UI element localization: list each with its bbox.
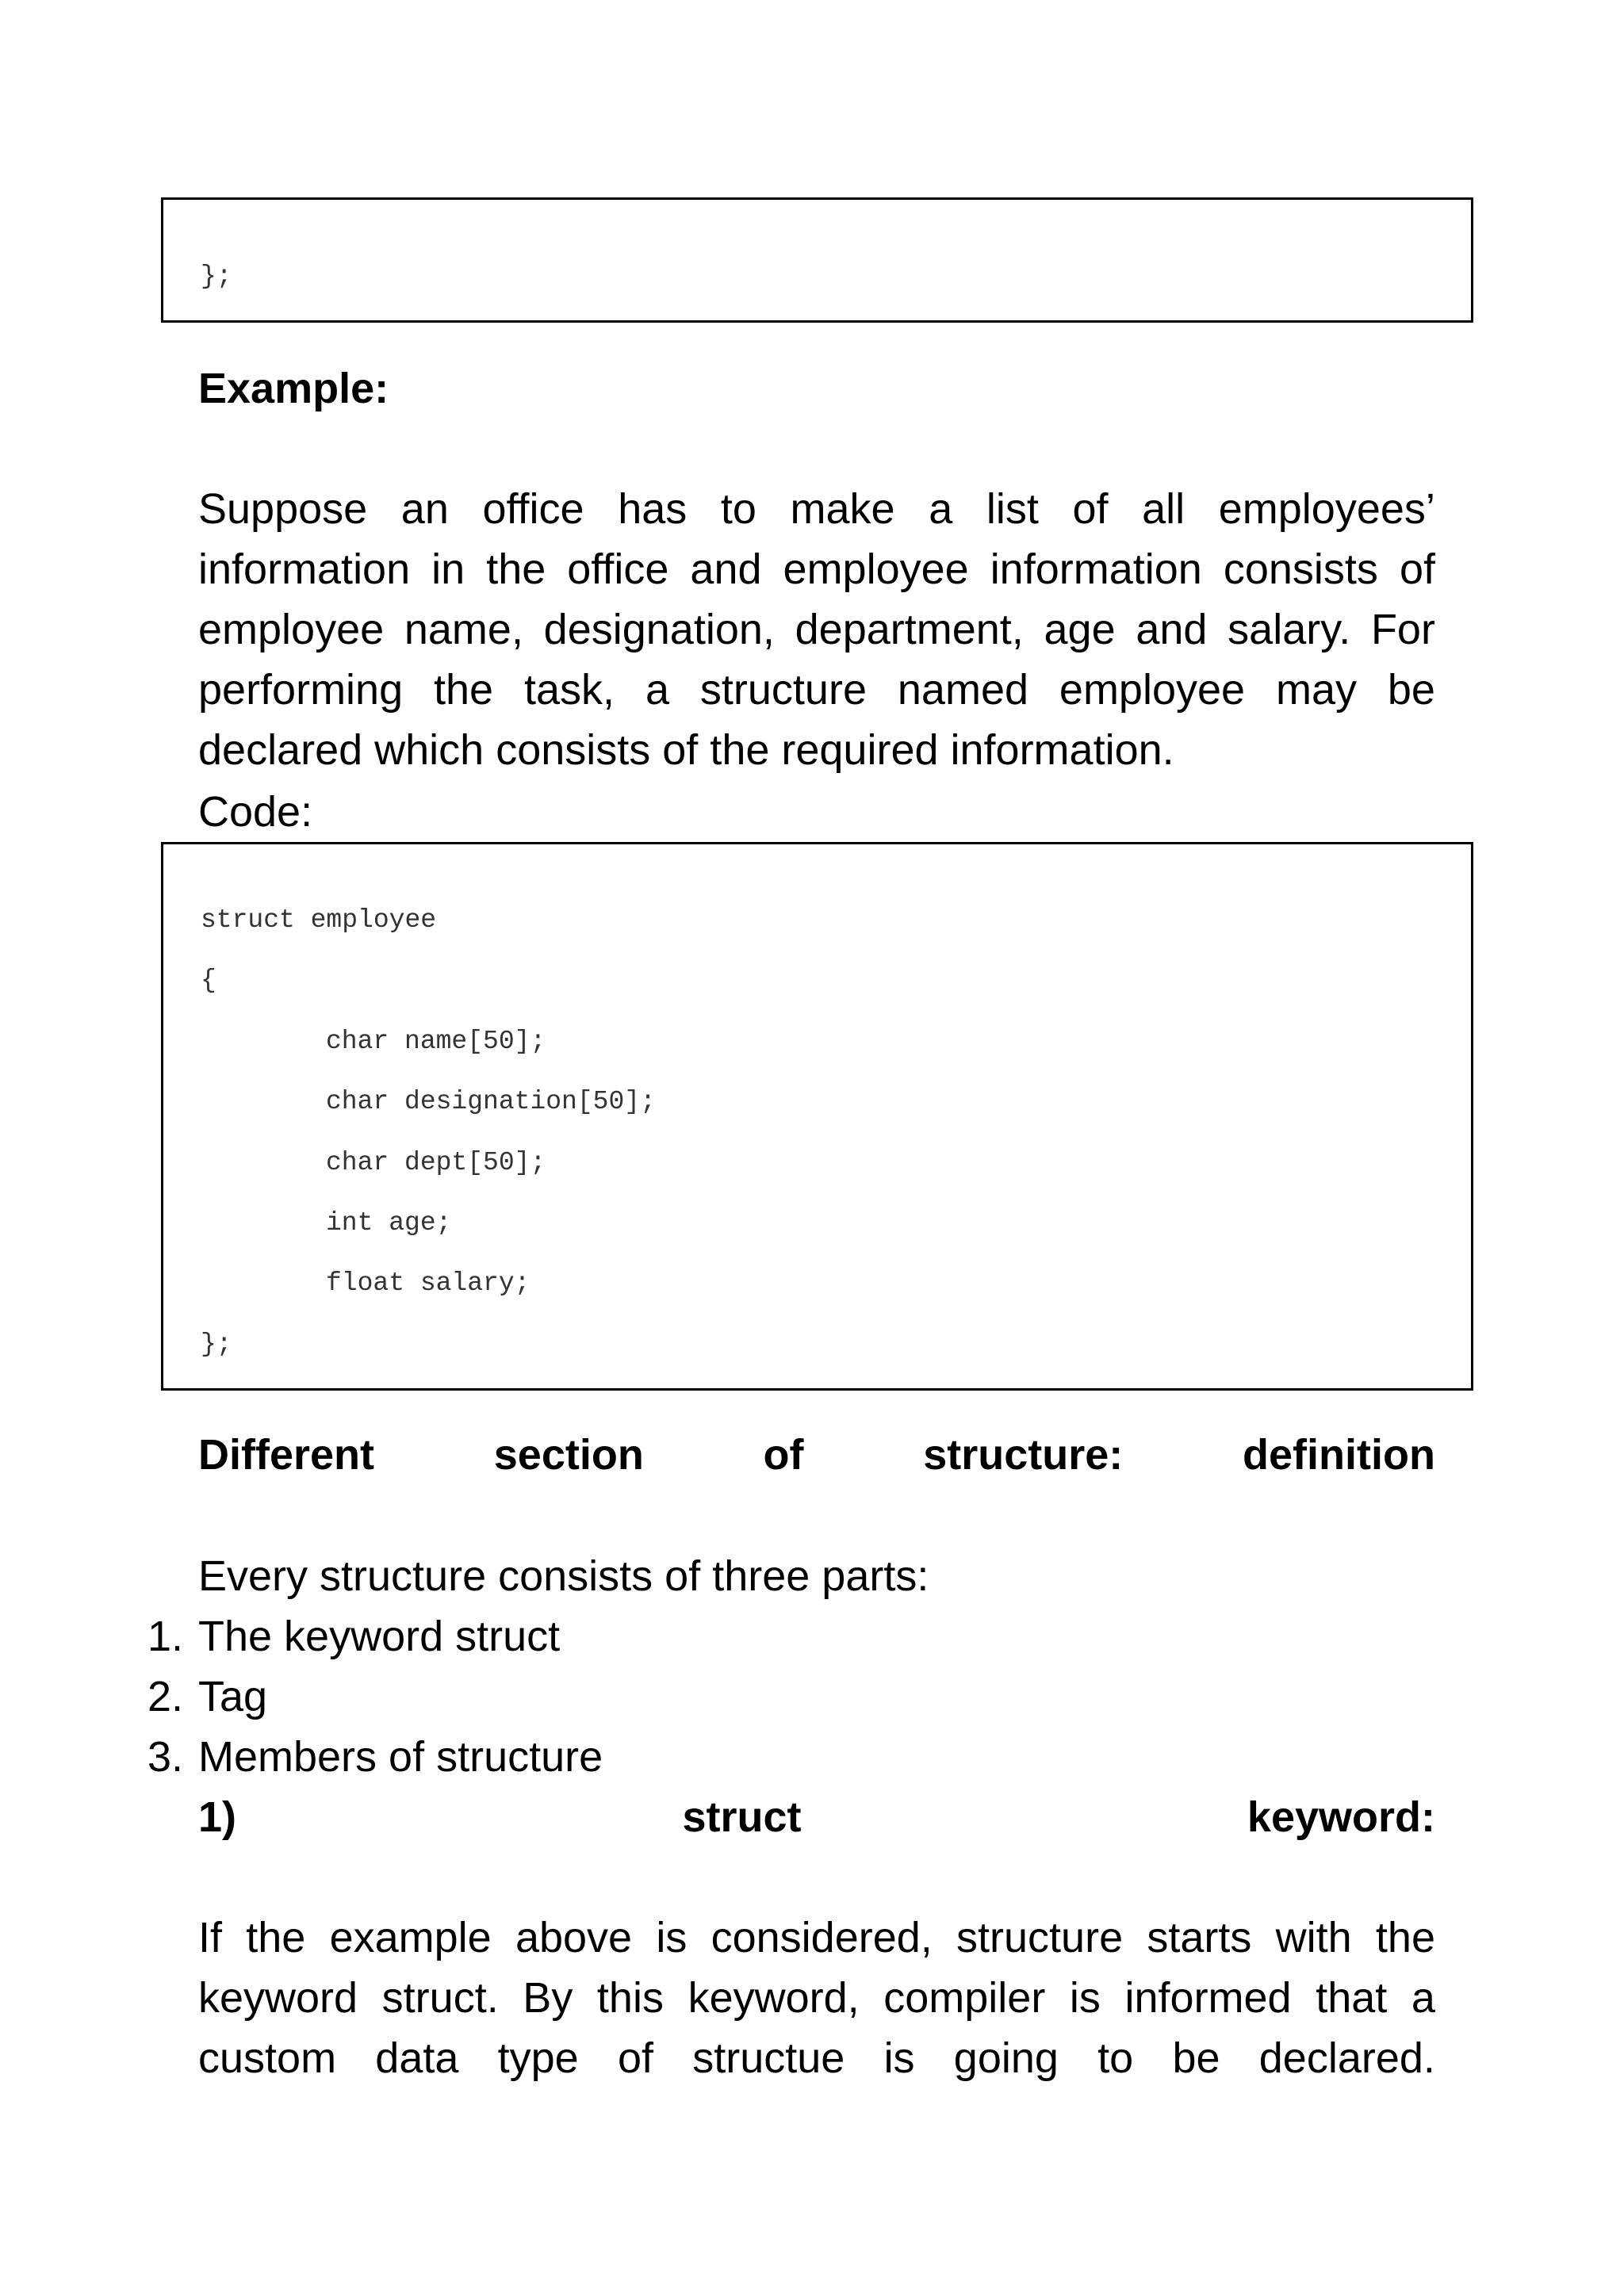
word: If: [198, 1914, 223, 1961]
word: name,: [404, 606, 523, 653]
word: Suppose: [198, 485, 368, 533]
subheading-struct-keyword: [198, 1787, 1435, 1847]
code-line: char dept[50];: [326, 1148, 546, 1177]
word: above: [515, 1914, 633, 1961]
paragraph-line: [198, 660, 1435, 720]
word: with: [1275, 1914, 1352, 1961]
code-line: char designation[50];: [326, 1087, 656, 1116]
word: For: [1370, 606, 1435, 653]
struct-paragraph: [198, 1908, 1435, 2088]
word: performing: [198, 666, 404, 714]
word: employee: [198, 606, 385, 653]
section-heading: [198, 1425, 1435, 1485]
paragraph-line: [198, 539, 1435, 599]
word: structure: [956, 1914, 1124, 1961]
word: informed: [1124, 1974, 1292, 2022]
word: information: [198, 545, 411, 593]
word: named: [897, 666, 1029, 714]
word: a: [1411, 1974, 1435, 2022]
word: declared.: [1258, 2034, 1435, 2082]
heading-word: keyword:: [1247, 1793, 1435, 1841]
code-line: int age;: [326, 1208, 452, 1238]
word: the: [434, 666, 494, 714]
word: By: [523, 1974, 573, 2022]
heading-word: struct: [682, 1793, 802, 1841]
word: make: [790, 485, 895, 533]
word: department,: [795, 606, 1024, 653]
code-line: char name[50];: [326, 1027, 546, 1056]
list-number: 2.: [147, 1673, 184, 1720]
word: structure: [699, 666, 867, 714]
word: office: [482, 485, 584, 533]
word: office: [567, 545, 669, 593]
example-paragraph: [198, 479, 1435, 780]
word: a: [929, 485, 953, 533]
paragraph-line: [198, 1968, 1435, 2028]
word: is: [1069, 1974, 1101, 2022]
word: to: [720, 485, 756, 533]
paragraph-line: [198, 479, 1435, 539]
list-item: [147, 1667, 267, 1727]
word: information: [990, 545, 1202, 593]
code-line: struct employee: [201, 905, 437, 935]
heading-word: structure:: [923, 1431, 1124, 1479]
word: going: [953, 2034, 1059, 2082]
example-heading: Example:: [198, 365, 389, 412]
heading-word: definition: [1243, 1431, 1435, 1479]
word: be: [1387, 666, 1435, 714]
word: and: [690, 545, 762, 593]
intro-text: Every structure consists of three parts:: [198, 1552, 929, 1600]
word: of: [1399, 545, 1435, 593]
word: and: [1136, 606, 1208, 653]
word: the: [486, 545, 546, 593]
word: compiler: [883, 1974, 1046, 2022]
word: of: [1072, 485, 1109, 533]
word: considered,: [710, 1914, 933, 1961]
code-label: Code:: [198, 788, 313, 836]
word: data: [375, 2034, 459, 2082]
word: type: [497, 2034, 579, 2082]
word: in: [431, 545, 465, 593]
word: to: [1097, 2034, 1134, 2082]
word: task,: [524, 666, 615, 714]
word: example: [329, 1914, 492, 1961]
word: age: [1044, 606, 1116, 653]
word: is: [656, 1914, 688, 1961]
word: of: [617, 2034, 653, 2082]
list-label: Tag: [198, 1673, 268, 1720]
word: list: [986, 485, 1039, 533]
code-line: };: [201, 1330, 232, 1359]
code-line: {: [201, 966, 216, 995]
paragraph-line: [198, 2028, 1435, 2088]
code-block-closing: [161, 197, 1473, 323]
word: keyword,: [688, 1974, 860, 2022]
list-item: [147, 1727, 603, 1787]
word: starts: [1147, 1914, 1252, 1961]
word: the: [1375, 1914, 1435, 1961]
word: employee: [783, 545, 969, 593]
word: the: [246, 1914, 306, 1961]
word: an: [400, 485, 449, 533]
word: is: [883, 2034, 915, 2082]
heading-word: of: [763, 1431, 804, 1479]
word: that: [1316, 1974, 1388, 2022]
word: be: [1172, 2034, 1220, 2082]
word: structue: [692, 2034, 845, 2082]
word: employee: [1059, 666, 1246, 714]
heading-word: Different: [198, 1431, 375, 1479]
code-line: };: [201, 262, 232, 291]
paragraph-last-line: declared which consists of the required information.: [198, 726, 1174, 774]
code-line: float salary;: [326, 1269, 530, 1298]
list-label: The keyword struct: [198, 1613, 561, 1660]
list-number: 1.: [147, 1613, 184, 1660]
word: keyword: [198, 1974, 358, 2022]
word: this: [596, 1974, 664, 2022]
heading-word: section: [493, 1431, 644, 1479]
word: custom: [198, 2034, 337, 2082]
word: has: [618, 485, 688, 533]
word: struct.: [381, 1974, 499, 2022]
paragraph-line: [198, 1908, 1435, 1968]
heading-word: 1): [198, 1793, 237, 1841]
word: a: [645, 666, 669, 714]
word: salary.: [1228, 606, 1351, 653]
word: may: [1275, 666, 1357, 714]
word: employees’: [1218, 485, 1435, 533]
list-label: Members of structure: [198, 1733, 603, 1781]
paragraph-line: [198, 599, 1435, 660]
word: all: [1142, 485, 1185, 533]
list-item: [147, 1606, 560, 1667]
list-number: 3.: [147, 1733, 184, 1781]
code-block-struct-employee: [161, 842, 1473, 1391]
word: designation,: [543, 606, 775, 653]
word: consists: [1223, 545, 1378, 593]
